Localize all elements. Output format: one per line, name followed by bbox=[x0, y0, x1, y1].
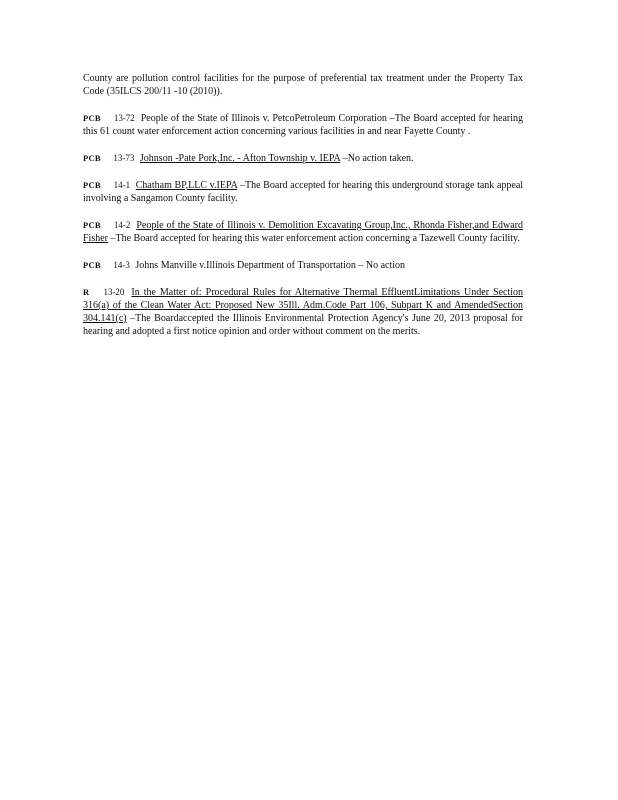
case-code: R bbox=[83, 287, 90, 297]
case-text: Johns Manville v.Illinois Department of Transportation – No action bbox=[135, 260, 406, 271]
case-number: 13-73 bbox=[113, 153, 135, 163]
case-number: 13-20 bbox=[103, 287, 125, 297]
case-code: PCB bbox=[83, 260, 101, 270]
case-title: In the Matter of: Procedural Rules for Alternative Thermal EffluentLimitations Under Section 316(a) of the Clean Water Act: Proposed New 35Ill. Adm.Code Part 106, Subpart K and AmendedSection 304.141(c) bbox=[83, 287, 524, 324]
case-code: PCB bbox=[83, 153, 101, 163]
rulemaking-entry bbox=[83, 286, 523, 338]
case-entry bbox=[83, 112, 523, 138]
case-entry bbox=[83, 219, 523, 245]
case-text: –No action taken. bbox=[340, 153, 414, 164]
case-number: 14-1 bbox=[113, 180, 131, 190]
case-code: PCB bbox=[83, 113, 101, 123]
case-title: People of the State of Illinois v. Demolition Excavating Group,Inc., Rhonda Fisher,and Edward Fisher bbox=[83, 220, 524, 244]
case-text: People of the State of Illinois v. PetcoPetroleum Corporation –The Board accepted for hearing this 61 count water enforcement action concerning various facilities in and near Fayette County . bbox=[83, 113, 523, 137]
case-code: PCB bbox=[83, 180, 101, 190]
case-text: –The Board accepted for hearing this underground storage tank appeal involving a Sangamon County facility. bbox=[83, 180, 524, 204]
case-title: Johnson -Pate Pork,Inc. - Afton Township v. IEPA bbox=[139, 153, 341, 164]
case-text: –The Board accepted for hearing this water enforcement action concerning a Tazewell County facility. bbox=[108, 233, 520, 244]
case-entry bbox=[83, 152, 523, 165]
paragraph-continuation bbox=[83, 72, 523, 98]
paragraph-text: County are pollution control facilities for the purpose of preferential tax treatment under the Property Tax Code (35ILCS 200/11 -10 (2010)). bbox=[83, 73, 523, 97]
case-text: –The Boardaccepted the Illinois Environmental Protection Agency's June 20, 2013 proposal for hearing and adopted a first notice opinion and order without comment on the merits. bbox=[83, 313, 523, 337]
case-code: PCB bbox=[83, 220, 101, 230]
case-entry bbox=[83, 179, 523, 205]
board-actions-list bbox=[83, 72, 523, 352]
case-entry bbox=[83, 259, 523, 272]
case-number: 14-3 bbox=[113, 260, 130, 270]
case-number: 13-72 bbox=[113, 113, 135, 123]
case-number: 14-2 bbox=[113, 220, 131, 230]
case-title: Chatham BP,LLC v.IEPA bbox=[135, 180, 238, 191]
